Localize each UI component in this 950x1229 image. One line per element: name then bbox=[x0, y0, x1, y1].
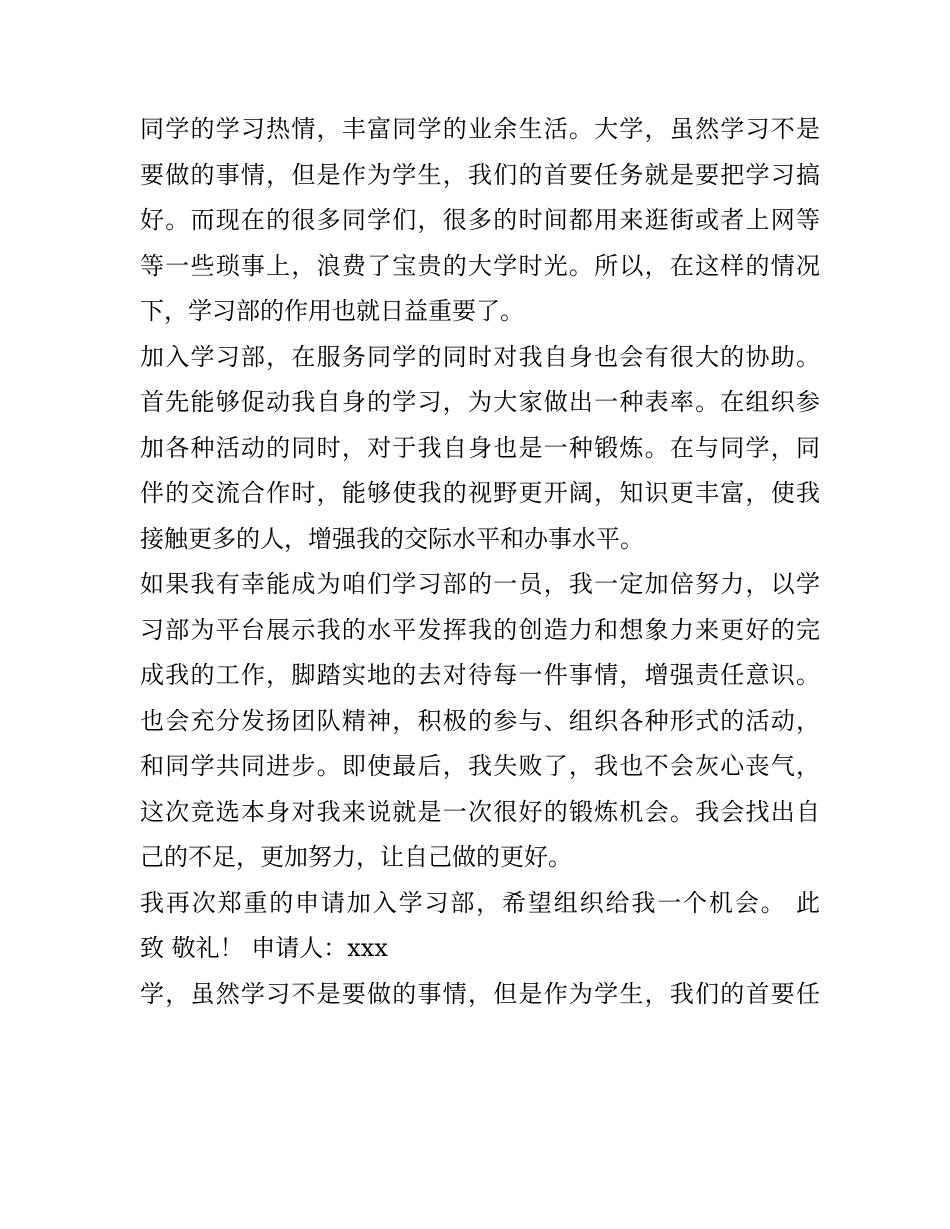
text-line-15: 和同学共同进步。即使最后，我失败了，我也不会灰心丧气， bbox=[140, 752, 820, 780]
text-line-6: 加入学习部，在服务同学的同时对我自身也会有很大的协助。 bbox=[140, 342, 820, 371]
text-line-7: 首先能够促动我自身的学习，为大家做出一种表率。在组织参 bbox=[140, 388, 820, 416]
text-line-9: 伴的交流合作时，能够使我的视野更开阔，知识更丰富，使我 bbox=[140, 479, 820, 507]
text-line-17: 己的不足，更加努力，让自己做的更好。 bbox=[140, 843, 572, 871]
text-line-4: 等一些琐事上，浪费了宝贵的大学时光。所以，在这样的情况 bbox=[140, 251, 820, 280]
text-line-1: 同学的学习热情，丰富同学的业余生活。大学，虽然学习不是 bbox=[140, 115, 820, 143]
text-line-10: 接触更多的人，增强我的交际水平和办事水平。 bbox=[140, 524, 644, 553]
text-line-5: 下，学习部的作用也就日益重要了。 bbox=[140, 297, 524, 325]
text-line-16: 这次竞选本身对我来说就是一次很好的锻炼机会。我会找出自 bbox=[140, 797, 820, 826]
text-line-2: 要做的事情，但是作为学生，我们的首要任务就是要把学习搞 bbox=[140, 160, 820, 189]
text-line-14: 也会充分发扬团队精神，积极的参与、组织各种形式的活动， bbox=[140, 706, 820, 735]
text-line-18: 我再次郑重的申请加入学习部，希望组织给我一个机会。 此 bbox=[140, 888, 820, 917]
text-line-8: 加各种活动的同时，对于我自身也是一种锻炼。在与同学，同 bbox=[140, 433, 820, 462]
text-line-12: 习部为平台展示我的水平发挥我的创造力和想象力来更好的完 bbox=[140, 615, 820, 644]
text-line-19: 致 敬礼！ 申请人：xxx bbox=[140, 934, 388, 962]
text-line-13: 成我的工作，脚踏实地的去对待每一件事情，增强责任意识。 bbox=[140, 661, 820, 689]
text-line-20: 学，虽然学习不是要做的事情，但是作为学生，我们的首要任 bbox=[140, 979, 820, 1008]
text-line-11: 如果我有幸能成为咱们学习部的一员，我一定加倍努力，以学 bbox=[140, 570, 820, 598]
text-line-3: 好。而现在的很多同学们，很多的时间都用来逛街或者上网等 bbox=[140, 206, 820, 234]
document-body bbox=[140, 107, 820, 1017]
